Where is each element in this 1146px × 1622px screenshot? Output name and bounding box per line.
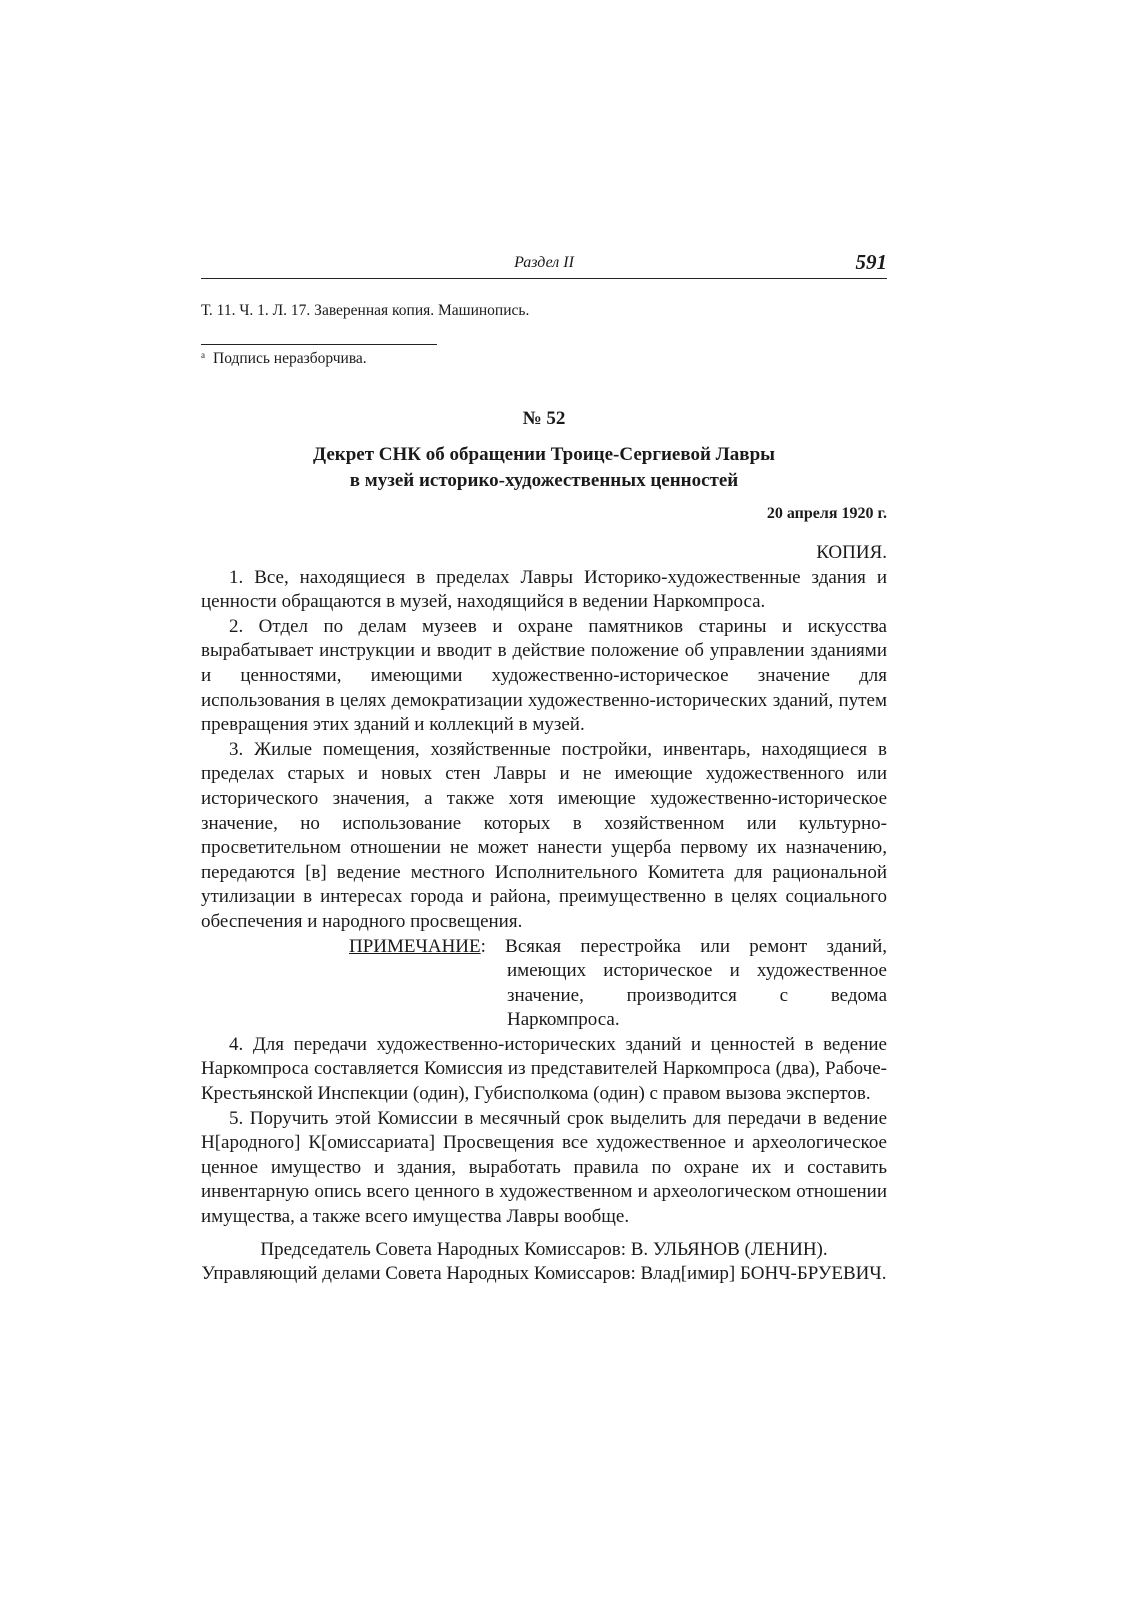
document-title	[201, 442, 887, 494]
signature-chairman: Председатель Совета Народных Комиссаров: В. УЛЬЯНОВ (ЛЕНИН).	[260, 1238, 828, 1260]
document-date: 20 апреля 1920 г.	[766, 505, 887, 522]
footnote	[201, 350, 367, 368]
signature-manager: Управляющий делами Совета Народных Комиссаров: Влад[имир] БОНЧ-БРУЕВИЧ.	[201, 1263, 887, 1285]
document-title-line-1: Декрет СНК об обращении Троице-Сергиевой Лавры	[313, 444, 775, 465]
note	[275, 935, 887, 1033]
copy-mark: КОПИЯ.	[816, 542, 887, 563]
footnote-divider	[201, 344, 437, 345]
paragraph-1: 1. Все, находящиеся в пределах Лавры Историко-художественные здания и ценности обращаются в музей, находящийся в ведении Наркомпроса.	[201, 566, 887, 613]
note-block	[201, 935, 887, 1033]
paragraph-4: 4. Для передачи художественно-исторических зданий и ценностей в ведение Наркомпроса составляется Комиссия из представителей Наркомпроса (два), Рабоче-Крестьянской Инспекции (один), Губисполкома (один) с правом вызова экспертов.	[201, 1033, 887, 1105]
footnote-marker: а	[201, 350, 205, 360]
archive-reference: Т. 11. Ч. 1. Л. 17. Заверенная копия. Машинопись.	[201, 302, 530, 319]
page-number: 591	[855, 250, 887, 274]
document-body	[201, 541, 887, 1287]
note-text: : Всякая перестройка или ремонт зданий, имеющих историческое и художественное значение, производится с ведома Наркомпроса.	[480, 935, 887, 1031]
paragraph-3: 3. Жилые помещения, хозяйственные постройки, инвентарь, находящиеся в пределах старых и новых стен Лавры и не имеющие художественного или исторического значения, а также хотя имеющие художественно-историческое значение, но использование которых в хозяйственном или культурно-просветительном отношении не может нанести ущерба первому их назначению, передаются [в] ведение местного Исполнительного Комитета для рациональной утилизации в интересах города и района, преимущественно в целях социального обеспечения и народного просвещения.	[201, 738, 887, 932]
paragraph-2: 2. Отдел по делам музеев и охране памятников старины и искусства вырабатывает инструкции и вводит в действие положение об управлении зданиями и ценностями, имеющими художественно-историческое значение для использования в целях демократизации художественно-исторических зданий, путем превращения этих зданий и коллекций в музей.	[201, 615, 887, 736]
running-header	[201, 250, 887, 279]
paragraph-5: 5. Поручить этой Комиссии в месячный срок выделить для передачи в ведение Н[ародного] К[омиссариата] Просвещения все художественное и археологическое ценное имущество и здания, выработать правила по охране их и составить инвентарную опись всего ценного в художественном и археологическом отношении имущества, а также всего имущества Лавры вообще.	[201, 1107, 887, 1228]
footnote-text: Подпись неразборчива.	[213, 350, 367, 367]
document-number: № 52	[522, 408, 566, 429]
section-title: Раздел II	[514, 254, 574, 271]
note-label: ПРИМЕЧАНИЕ	[349, 935, 481, 957]
signatures	[201, 1238, 887, 1287]
document-title-line-2: в музей историко-художественных ценностей	[349, 470, 739, 491]
